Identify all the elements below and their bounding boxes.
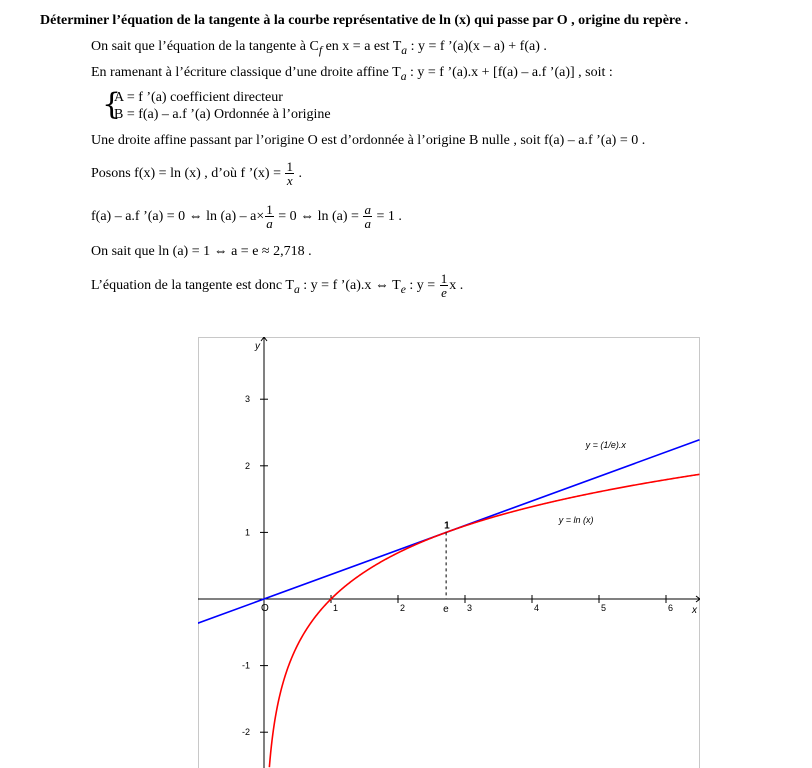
system-line-b: B = f(a) – a.f ’(a) Ordonnée à l’origine <box>114 107 331 122</box>
point-label: 1 <box>444 520 450 532</box>
y-tick-label: 3 <box>244 394 250 405</box>
system-line-a: A = f ’(a) coefficient directeur <box>114 90 283 105</box>
system-brace: { <box>102 87 122 122</box>
tangent-series-label: y = (1/e).x <box>585 439 626 450</box>
paragraph-equation-solving: f(a) – a.f ’(a) = 0 ⇔ ln (a) – a× $\frac{1}{a}$ = 0 ⇔ ln (a) = $\frac{a}{a}$ = 1 . <box>91 202 402 232</box>
fraction-a-over-a: $\frac{a}{a}$ <box>364 202 371 232</box>
x-tick-label: 3 <box>467 603 473 613</box>
paragraph-conclusion: L’équation de la tangente est donc $T_a$ : y = f ’(a).x ⇔ $T_e$ : y = $\frac{1}{e}$ x . <box>91 271 464 301</box>
x-axis-label: x <box>692 605 697 616</box>
fraction-one-over-e: $\frac{1}{e}$ <box>440 271 448 301</box>
x-tick-label: 6 <box>668 603 674 613</box>
x-tick-label: 4 <box>534 603 540 613</box>
y-tick-label: -1 <box>241 660 250 671</box>
paragraph-posons: Posons f(x) = ln (x) , d’où f ’(x) = $\frac{1}{x}$ . <box>91 159 302 189</box>
paragraph-value-of-a: On sait que ln (a) = 1 ⇔ a = e ≈ 2,718 . <box>91 244 312 259</box>
x-tick-label: 2 <box>400 603 406 613</box>
x-tick-label: 5 <box>601 603 607 613</box>
graph-frame <box>199 338 700 768</box>
y-tick-label: 1 <box>244 527 250 538</box>
function-graph <box>198 337 700 768</box>
paragraph-tangent-equation: On sait que l’équation de la tangente à $C_f$ en x = a est $T_a$ : y = f ’(a)(x – a) + f(a) . <box>91 39 547 57</box>
fraction-one-over-a: $\frac{1}{a}$ <box>266 202 273 232</box>
fraction-one-over-x: $\frac{1}{x}$ <box>286 159 293 189</box>
paragraph-origin-condition: Une droite affine passant par l’origine O est d’ordonnée à l’origine B nulle , soit f(a) – a.f ’(a) = 0 . <box>91 133 646 148</box>
y-axis-label: y <box>255 341 260 352</box>
ln-series-label: y = ln (x) <box>558 515 594 526</box>
y-tick-label: 2 <box>244 460 250 471</box>
origin-label: O <box>261 603 269 614</box>
e-label: e <box>443 604 449 615</box>
exercise-title: Déterminer l’équation de la tangente à la courbe représentative de ln (x) qui passe par O , origine du repère . <box>40 13 689 28</box>
paragraph-affine-form: En ramenant à l’écriture classique d’une droite affine $T_a$ : y = f ’(a).x + [f(a) – a.f ’(a)] , soit : <box>91 65 613 83</box>
y-tick-label: -2 <box>241 727 250 738</box>
x-tick-label: 1 <box>333 603 339 613</box>
